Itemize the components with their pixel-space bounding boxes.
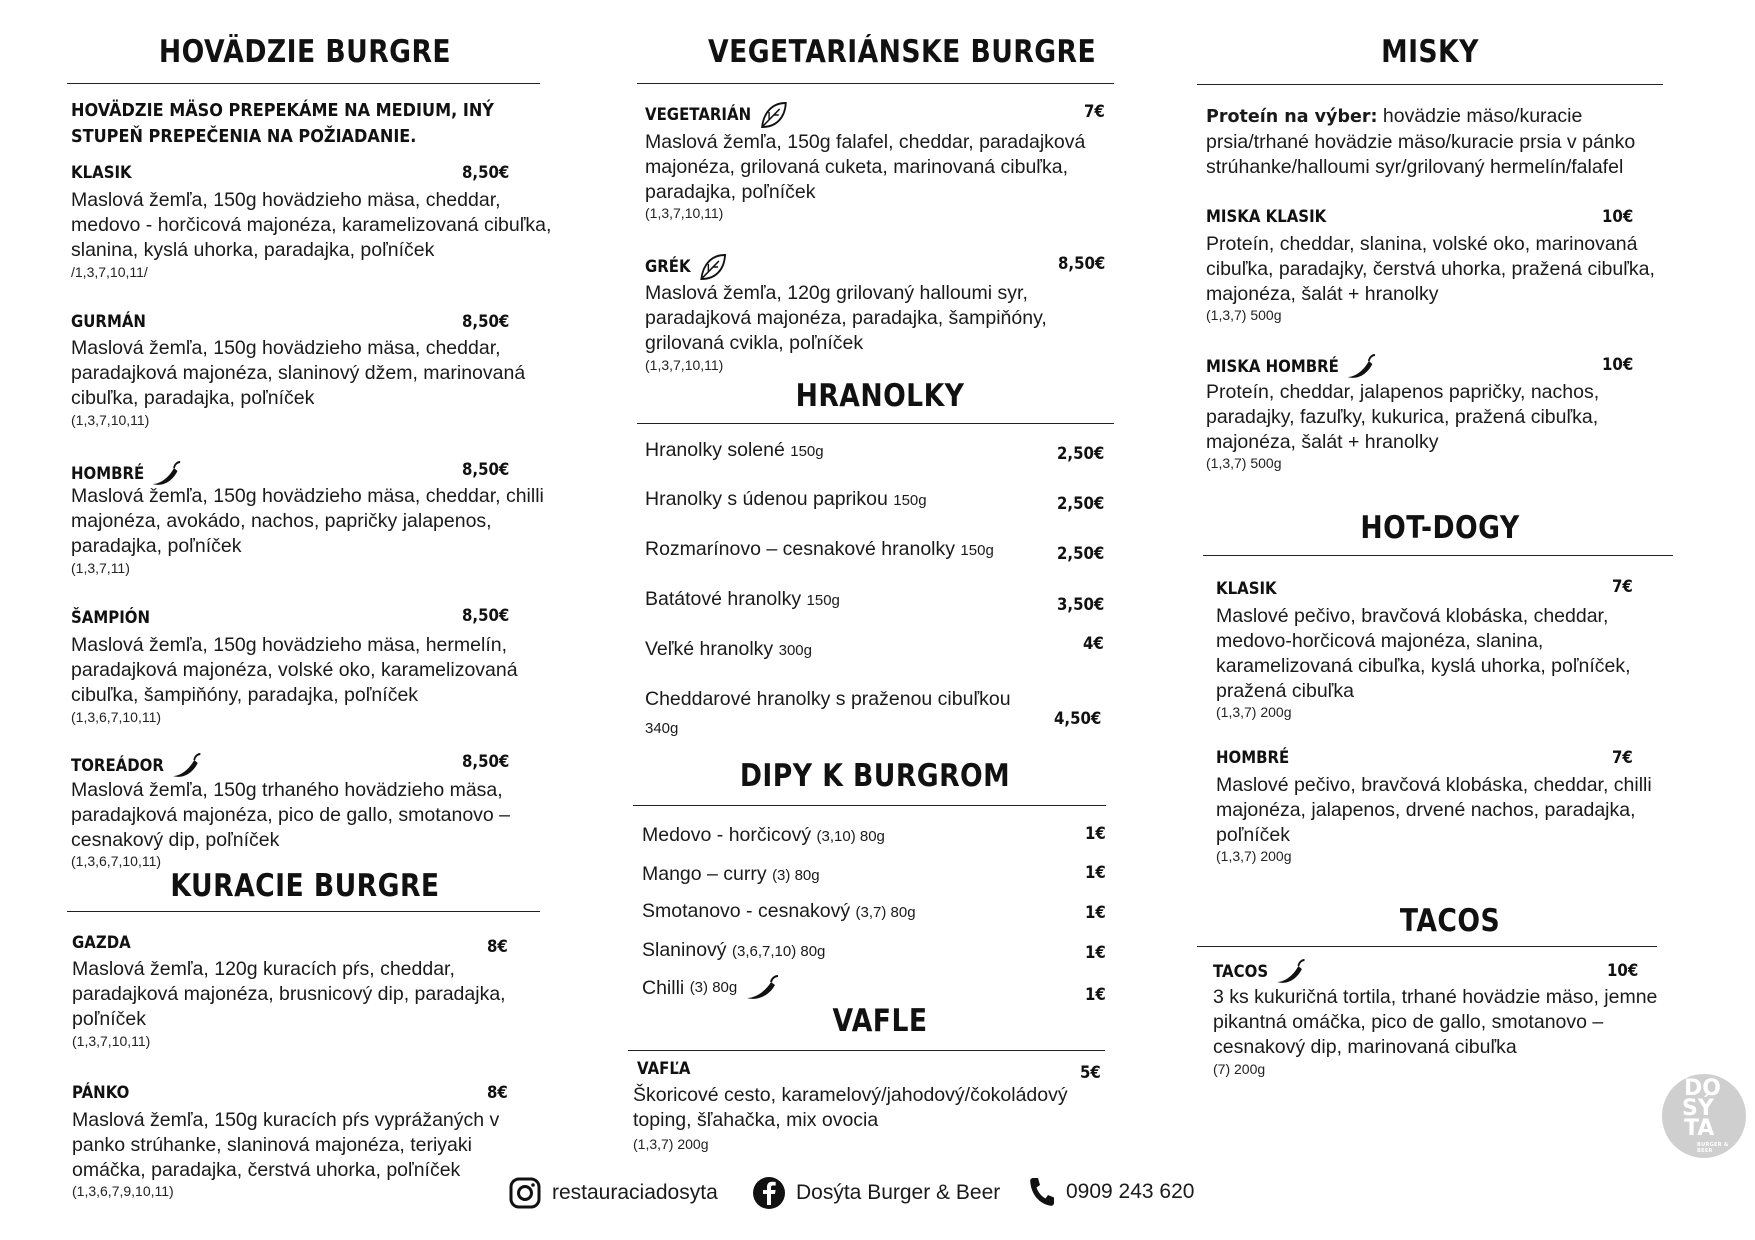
tacos-desc: 3 ks kukuričná tortila, trhané hovädzie mäso, jemne pikantná omáčka, pico de gallo, smotanovo – cesnakový dip, marinovaná cibuľka xyxy=(1213,986,1658,1058)
beef-item-allergens: /1,3,7,10,11/ xyxy=(71,264,148,280)
chicken-item-desc: Maslová žemľa, 120g kuracích pŕs, cheddar, paradajková majonéza, brusnicový dip, paradajka, poľníček xyxy=(72,958,506,1030)
fries-item xyxy=(645,535,994,565)
veg-item-name xyxy=(645,100,788,130)
chicken-divider xyxy=(67,911,540,912)
chicken-title: KURACIE BURGRE xyxy=(170,868,440,904)
beef-item-name: KLASIK xyxy=(71,163,132,183)
chili-icon xyxy=(171,752,203,780)
fries-item-price: 4€ xyxy=(1083,634,1104,654)
fries-item-name: Veľké hranolky xyxy=(645,638,774,660)
beef-item-desc: Maslová žemľa, 150g hovädzieho mäsa, cheddar, medovo - horčicová majonéza, karamelizovaná cibuľka, slanina, kyslá uhorka, paradajka, poľníček xyxy=(71,189,552,261)
dip-item-detail: (3,6,7,10) 80g xyxy=(731,943,826,960)
beef-item-label: TOREÁDOR xyxy=(71,756,164,776)
bowls-title: MISKY xyxy=(1381,34,1479,70)
veg-item-allergens: (1,3,7,10,11) xyxy=(645,205,724,221)
beef-item-name: ŠAMPIÓN xyxy=(71,608,151,628)
chili-icon xyxy=(1346,353,1378,381)
fries-item xyxy=(645,585,840,615)
beef-item-label: HOMBRÉ xyxy=(71,464,145,484)
veg-item-name xyxy=(645,252,728,282)
beef-item-name xyxy=(71,752,203,780)
waffle-divider xyxy=(628,1050,1105,1051)
hotdog-item-name: KLASIK xyxy=(1216,579,1277,599)
fries-item-name: Batátové hranolky xyxy=(645,588,802,610)
hotdogs-title: HOT-DOGY xyxy=(1360,510,1520,546)
hotdog-item-name: HOMBRÉ xyxy=(1216,748,1290,768)
beef-item-price: 8,50€ xyxy=(462,460,510,480)
hotdog-item-price: 7€ xyxy=(1612,577,1633,597)
fries-item-weight: 150g xyxy=(790,443,824,460)
fries-item-name: Hranolky solené xyxy=(645,439,785,461)
veg-item-desc: Maslová žemľa, 150g falafel, cheddar, paradajková majonéza, grilovaná cuketa, marinovaná cibuľka, paradajka, poľníček xyxy=(645,131,1086,203)
bowl-item-desc: Proteín, cheddar, slanina, volské oko, marinovaná cibuľka, paradajky, čerstvá uhorka, pražená cibuľka, majonéza, šalát + hranolky xyxy=(1206,233,1655,305)
veg-title: VEGETARIÁNSKE BURGRE xyxy=(708,34,1097,70)
dip-item xyxy=(642,897,916,927)
logo-line1: DO xyxy=(1684,1076,1721,1101)
waffle-allergens: (1,3,7) 200g xyxy=(633,1136,709,1152)
veg-item-price: 8,50€ xyxy=(1058,254,1106,274)
logo-sub: BURGER & BEER xyxy=(1697,1142,1729,1154)
fries-item xyxy=(645,485,927,515)
waffle-price: 5€ xyxy=(1080,1063,1101,1083)
dip-item-price: 1€ xyxy=(1085,985,1106,1005)
dip-item-detail: (3,7) 80g xyxy=(855,904,916,921)
veg-item-allergens: (1,3,7,10,11) xyxy=(645,357,724,373)
dip-item-detail: (3,10) 80g xyxy=(816,828,885,845)
logo-line3: TA xyxy=(1684,1116,1715,1141)
dip-item xyxy=(642,821,885,851)
tacos-label: TACOS xyxy=(1213,962,1269,982)
phone-number: 0909 243 620 xyxy=(1066,1180,1195,1203)
fries-item-price: 3,50€ xyxy=(1057,595,1105,615)
dip-item-price: 1€ xyxy=(1085,863,1106,883)
logo-line2: SÝ xyxy=(1682,1096,1714,1121)
dip-item xyxy=(642,974,781,1002)
beef-item-desc: Maslová žemľa, 150g hovädzieho mäsa, cheddar, chilli majonéza, avokádo, nachos, papričky jalapenos, paradajka, poľníček xyxy=(71,485,544,557)
fries-divider xyxy=(637,423,1114,424)
hotdog-item-desc: Maslové pečivo, bravčová klobáska, cheddar, medovo-horčicová majonéza, slanina, karamelizovaná cibuľka, kyslá uhorka, poľníček, pražená cibuľka xyxy=(1216,605,1631,702)
dips-divider xyxy=(633,805,1106,806)
beef-item-price: 8,50€ xyxy=(462,163,510,183)
beef-item-allergens: (1,3,7,10,11) xyxy=(71,412,150,428)
waffle-title: VAFLE xyxy=(832,1003,928,1039)
dip-item xyxy=(642,936,825,966)
phone-icon xyxy=(1028,1176,1056,1208)
facebook-page: Dosýta Burger & Beer xyxy=(796,1181,1001,1204)
veg-item-label: VEGETARIÁN xyxy=(645,105,752,125)
fries-item-price: 2,50€ xyxy=(1057,494,1105,514)
chili-icon xyxy=(1275,958,1307,986)
chicken-item-allergens: (1,3,7,10,11) xyxy=(72,1033,151,1049)
beef-item-price: 8,50€ xyxy=(462,312,510,332)
waffle-name: VAFĽA xyxy=(637,1059,691,1079)
beef-item-allergens: (1,3,6,7,10,11) xyxy=(71,853,162,869)
bowl-item-allergens: (1,3,7) 500g xyxy=(1206,455,1282,471)
fries-item-weight: 300g xyxy=(778,642,812,659)
footer-phone[interactable] xyxy=(1028,1176,1194,1208)
chicken-item-price: 8€ xyxy=(487,937,508,957)
tacos-price: 10€ xyxy=(1607,961,1639,981)
fries-item-price: 2,50€ xyxy=(1057,444,1105,464)
dip-item-price: 1€ xyxy=(1085,943,1106,963)
chicken-item-price: 8€ xyxy=(487,1083,508,1103)
tacos-divider xyxy=(1197,946,1657,947)
hotdogs-divider xyxy=(1203,555,1673,556)
beef-item-desc: Maslová žemľa, 150g hovädzieho mäsa, hermelín, paradajková majonéza, volské oko, karamelizovaná cibuľka, šampiňóny, paradajka, poľníček xyxy=(71,634,518,706)
beef-item-price: 8,50€ xyxy=(462,606,510,626)
fries-item-name: Hranolky s údenou paprikou xyxy=(645,488,888,510)
dip-item-name: Mango – curry xyxy=(642,863,767,885)
tacos-name xyxy=(1213,958,1307,986)
fries-item xyxy=(645,635,812,665)
fries-item-weight: 150g xyxy=(960,542,994,559)
dosyta-logo xyxy=(1662,1074,1746,1158)
beef-item-allergens: (1,3,7,11) xyxy=(71,560,130,576)
bowl-item-price: 10€ xyxy=(1602,355,1634,375)
footer-facebook[interactable] xyxy=(752,1176,1000,1210)
beef-divider xyxy=(67,83,540,84)
facebook-icon xyxy=(752,1176,786,1210)
bowl-item-label: MISKA HOMBRÉ xyxy=(1206,357,1339,377)
bowls-protein-text: hovädzie mäso/kuracie prsia/trhané hovädzie mäso/kuracie prsia v pánko strúhanke/halloumi syr/grilovaný hermelín/falafel xyxy=(1206,105,1636,178)
instagram-icon xyxy=(508,1176,542,1210)
dip-item-name: Slaninový xyxy=(642,939,727,961)
beef-item-desc: Maslová žemľa, 150g hovädzieho mäsa, cheddar, paradajková majonéza, slaninový džem, marinovaná cibuľka, paradajka, poľníček xyxy=(71,337,526,409)
chicken-item-name: GAZDA xyxy=(72,933,131,953)
fries-item-weight: 340g xyxy=(645,720,679,737)
bowl-item-name xyxy=(1206,353,1378,381)
chili-icon xyxy=(745,974,781,1002)
fries-item-name: Rozmarínovo – cesnakové hranolky xyxy=(645,538,955,560)
leaf-icon xyxy=(758,100,788,130)
bowls-protein-label: Proteín na výber: xyxy=(1206,107,1378,127)
bowl-item-price: 10€ xyxy=(1602,207,1634,227)
beef-item-price: 8,50€ xyxy=(462,752,510,772)
fries-item-price: 2,50€ xyxy=(1057,544,1105,564)
instagram-handle: restauraciadosyta xyxy=(552,1181,718,1204)
leaf-icon xyxy=(698,252,728,282)
chicken-item-desc: Maslová žemľa, 150g kuracích pŕs vyprážaných v panko strúhanke, slaninová majonéza, teriyaki omáčka, paradajka, čerstvá uhorka, poľníček xyxy=(72,1109,500,1181)
hotdog-item-allergens: (1,3,7) 200g xyxy=(1216,848,1292,864)
fries-item-weight: 150g xyxy=(806,592,840,609)
fries-item xyxy=(645,685,1045,743)
dip-item-detail: (3) 80g xyxy=(772,867,820,884)
beef-note: HOVÄDZIE MÄSO PREPEKÁME NA MEDIUM, INÝ STUPEŇ PREPEČENIA NA POŽIADANIE. xyxy=(71,101,494,147)
dip-item xyxy=(642,860,820,890)
beef-title: HOVÄDZIE BURGRE xyxy=(158,34,452,70)
chicken-item-allergens: (1,3,6,7,9,10,11) xyxy=(72,1183,174,1199)
veg-divider xyxy=(637,83,1114,84)
dip-item-price: 1€ xyxy=(1085,824,1106,844)
fries-item xyxy=(645,436,824,466)
tacos-allergens: (7) 200g xyxy=(1213,1061,1266,1077)
veg-item-desc: Maslová žemľa, 120g grilovaný halloumi syr, paradajková majonéza, paradajka, šampiňóny, grilovaná cvikla, poľníček xyxy=(645,282,1047,354)
fries-item-weight: 150g xyxy=(893,492,927,509)
hotdog-item-allergens: (1,3,7) 200g xyxy=(1216,704,1292,720)
tacos-title: TACOS xyxy=(1399,903,1501,939)
waffle-desc: Škoricové cesto, karamelový/jahodový/čokoládový toping, šľahačka, mix ovocia xyxy=(633,1084,1068,1131)
hotdog-item-price: 7€ xyxy=(1612,748,1633,768)
dip-item-name: Medovo - horčicový xyxy=(642,824,812,846)
beef-item-name: GURMÁN xyxy=(71,312,146,332)
beef-item-allergens: (1,3,6,7,10,11) xyxy=(71,709,162,725)
fries-item-name: Cheddarové hranolky s praženou cibuľkou xyxy=(645,688,1011,710)
bowls-protein xyxy=(1206,104,1676,180)
beef-item-desc: Maslová žemľa, 150g trhaného hovädzieho mäsa, paradajková majonéza, pico de gallo, smotanovo – cesnakový dip, poľníček xyxy=(71,779,511,851)
bowls-divider xyxy=(1197,84,1663,85)
bowl-item-desc: Proteín, cheddar, jalapenos papričky, nachos, paradajky, fazuľky, kukurica, pražená cibuľka, majonéza, šalát + hranolky xyxy=(1206,381,1600,453)
fries-title: HRANOLKY xyxy=(795,378,965,414)
veg-item-price: 7€ xyxy=(1084,102,1105,122)
bowl-item-name: MISKA KLASIK xyxy=(1206,207,1327,227)
bowl-item-allergens: (1,3,7) 500g xyxy=(1206,307,1282,323)
dip-item-name: Smotanovo - cesnakový xyxy=(642,900,851,922)
dip-item-detail: (3) 80g xyxy=(689,979,738,996)
fries-item-price: 4,50€ xyxy=(1054,709,1102,729)
veg-item-label: GRÉK xyxy=(645,257,691,277)
chicken-item-name: PÁNKO xyxy=(72,1083,130,1103)
hotdog-item-desc: Maslové pečivo, bravčová klobáska, cheddar, chilli majonéza, jalapenos, drvené nachos, paradajka, poľníček xyxy=(1216,774,1652,846)
dip-item-price: 1€ xyxy=(1085,903,1106,923)
dip-item-name: Chilli xyxy=(642,977,685,999)
footer-instagram[interactable] xyxy=(508,1176,718,1210)
dips-title: DIPY K BURGROM xyxy=(739,758,1011,794)
